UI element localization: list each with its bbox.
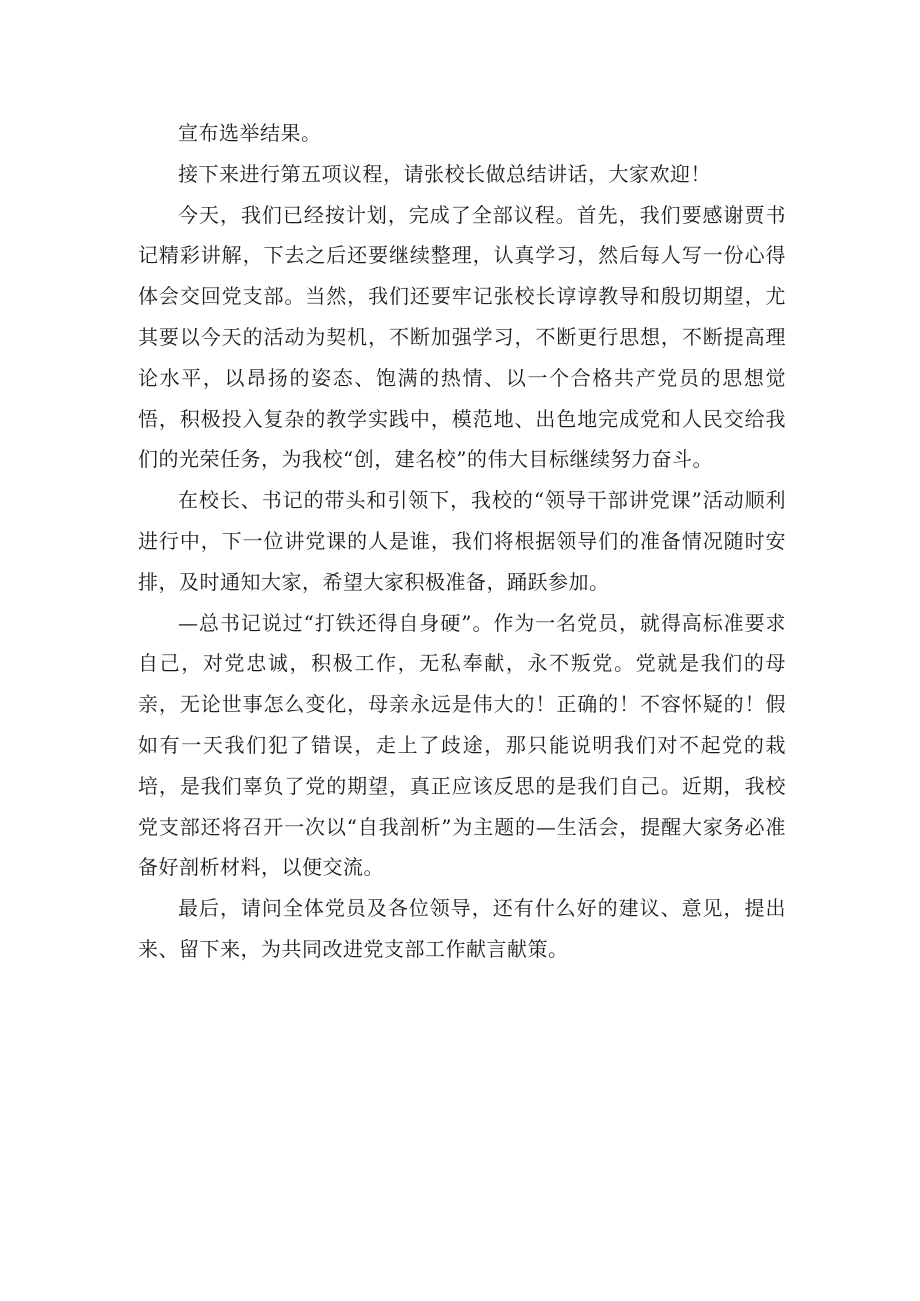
- paragraph-self-discipline: —总书记说过“打铁还得自身硬”。作为一名党员，就得高标准要求自己，对党忠诚，积极工作，无私奉献，永不叛党。党就是我们的母亲，无论世事怎么变化，母亲永远是伟大的！正确的！不容怀疑的！假如有一天我们犯了错误，走上了歧途，那只能说明我们对不起党的栽培，是我们辜负了党的期望，真正应该反思的是我们自己。近期，我校党支部还将召开一次以“自我剖析”为主题的—生活会，提醒大家务必准备好剖析材料，以便交流。: [138, 610, 786, 880]
- paragraph-closing: 最后，请问全体党员及各位领导，还有什么好的建议、意见，提出来、留下来，为共同改进党支部工作献言献策。: [138, 896, 786, 961]
- paragraph-election-result: 宣布选举结果。: [178, 121, 322, 145]
- document-body: [138, 113, 786, 970]
- paragraph-agenda-five: 接下来进行第五项议程，请张校长做总结讲话，大家欢迎！: [178, 161, 711, 186]
- paragraph-summary: 今天，我们已经按计划，完成了全部议程。首先，我们要感谢贾书记精彩讲解，下去之后还要继续整理，认真学习，然后每人写一份心得体会交回党支部。当然，我们还要牢记张校长谆谆教导和殷切期望，尤其要以今天的活动为契机，不断加强学习，不断更行思想，不断提高理论水平，以昂扬的姿态、饱满的热情、以一个合格共产党员的思想觉悟，积极投入复杂的教学实践中，模范地、出色地完成党和人民交给我们的光荣任务，为我校“创，建名校”的伟大目标继续努力奋斗。: [138, 202, 786, 472]
- paragraph-party-lecture: 在校长、书记的带头和引领下，我校的“领导干部讲党课”活动顺利进行中，下一位讲党课的人是谁，我们将根据领导们的准备情况随时安排，及时通知大家，希望大家积极准备，踊跃参加。: [138, 488, 786, 594]
